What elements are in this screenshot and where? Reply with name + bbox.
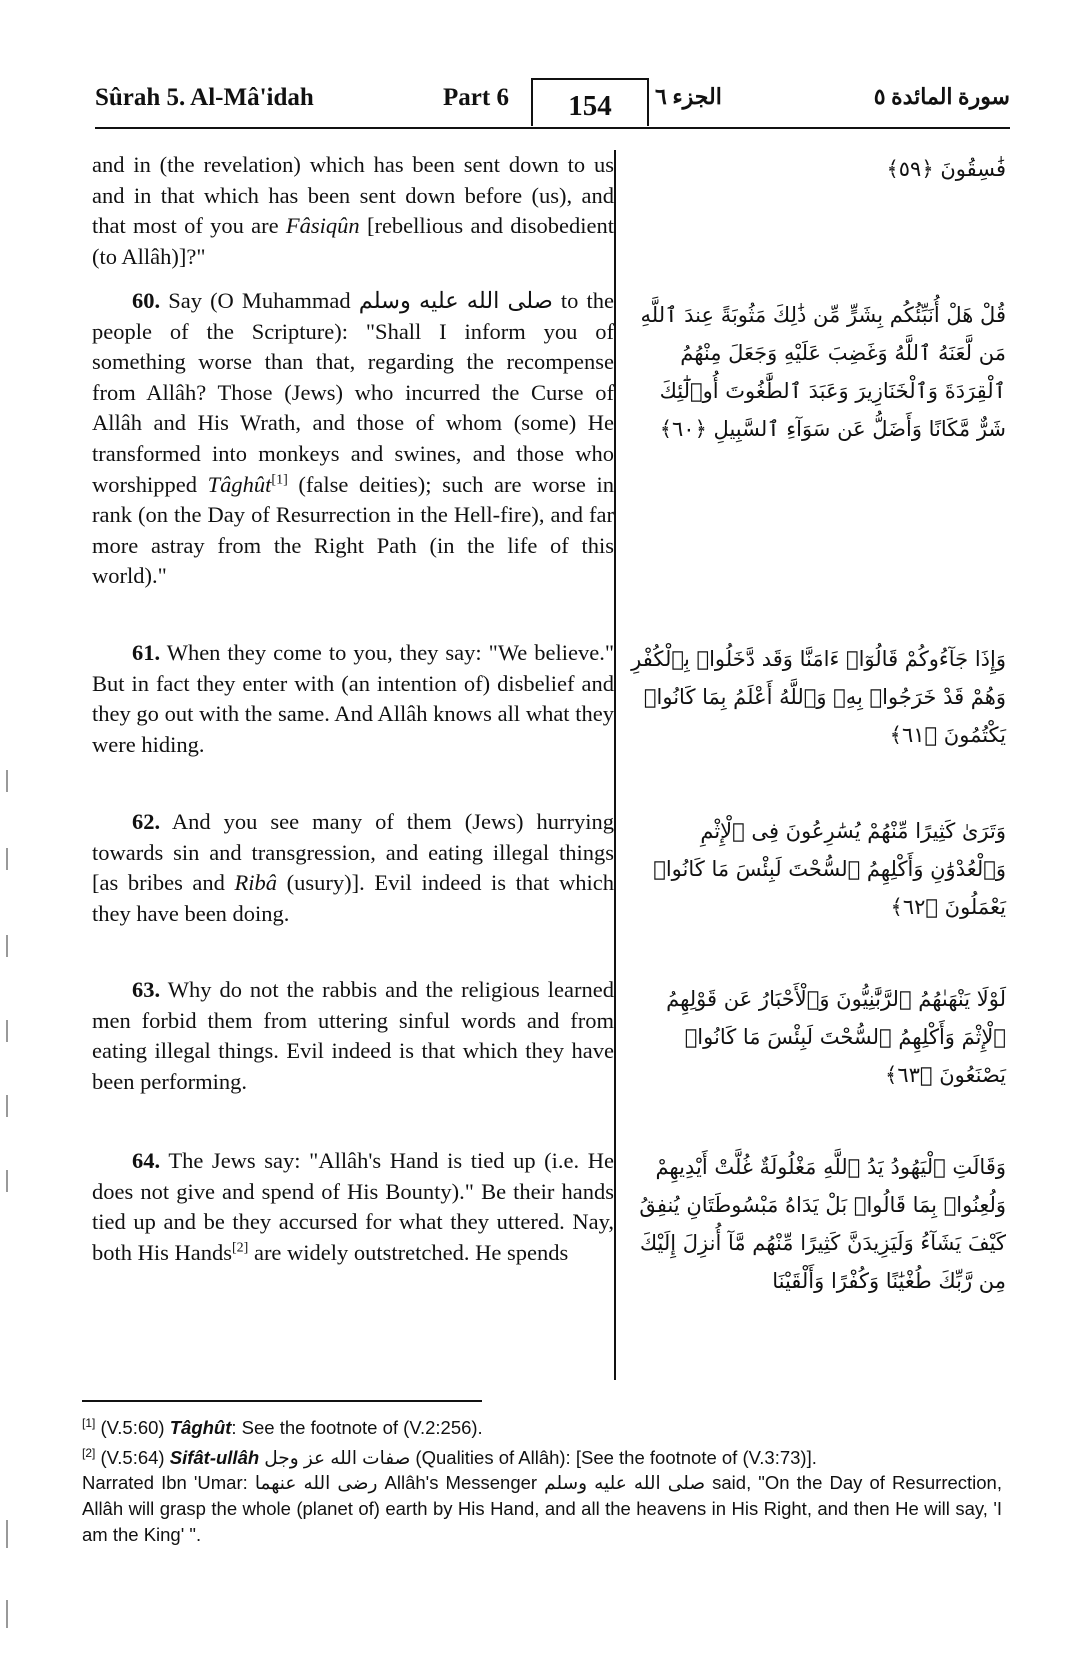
scan-edge-mark bbox=[6, 1170, 8, 1192]
verse-60-ar: قُلْ هَلْ أُنَبِّئُكُم بِشَرٍّ مِّن ذَٰلِكَ مَثُوبَةً عِندَ ٱللَّهِ مَن لَّعَنَهُ ٱللَّهُ وَغَضِبَ عَلَيْهِ وَجَعَلَ مِنْهُمُ ٱلْقِرَدَةَ وَٱلْخَنَازِيرَ وَعَبَدَ ٱلطَّٰغُوتَ أُو۟لَٰٓئِكَ شَرٌّ مَّكَانًا وَأَضَلُّ عَن سَوَآءِ ٱلسَّبِيلِ ﴿٦٠﴾ bbox=[640, 303, 1006, 441]
verse-64-en: 64. The Jews say: "Allâh's Hand is tied up (i.e. He does not give and spend of His Bounty)." Be their hands tied up and be they accursed for what they uttered. Nay, both His Hands[2] are widely outstretched. He spends bbox=[92, 1148, 615, 1265]
verse-number: 64. bbox=[132, 1148, 161, 1173]
surah-title-en: Sûrah 5. Al-Mâ'idah bbox=[95, 84, 314, 111]
footnote-rule bbox=[82, 1400, 482, 1402]
verse-number: 60. bbox=[132, 288, 161, 313]
verse-60-en: 60. Say (O Muhammad صلى الله عليه وسلم to the people of the Scripture): "Shall I inform you of something worse than that, regarding the recompense from Allâh? Those (Jews) who incurred the Curse of Allâh and His Wrath, and those of whom (some) He transformed into monkeys and swines, and those who worshipped Tâghût[1] (false deities); such are worse in rank (on the Day of Resurrection in the Hell-fire), and far more astray from the Right Path (in the life of this world)." bbox=[92, 288, 614, 589]
footnote-narration: Narrated Ibn 'Umar: رضى الله عنهما Allâh's Messenger صلى الله عليه وسلم said, "On the Day of Resurrection, Allâh will grasp the whole (planet of) earth by His Hand, and all the heavens in His Right, and then He will say, 'I am the King' ". bbox=[82, 1472, 1002, 1545]
scan-edge-mark bbox=[6, 935, 8, 957]
header-rule bbox=[95, 127, 1010, 129]
verse-number: 63. bbox=[132, 977, 161, 1002]
verse-number: 61. bbox=[132, 640, 161, 665]
verse-number: 62. bbox=[132, 809, 161, 834]
juz-label-ar: الجزء ٦ bbox=[655, 84, 722, 109]
column-divider bbox=[614, 150, 616, 1380]
footnote-2: [2] (V.5:64) Sifât-ullâh صفات الله عز وجل (Qualities of Allâh): [See the footnote of (V.3:73)]. bbox=[82, 1446, 817, 1469]
scan-edge-mark bbox=[6, 1520, 8, 1548]
verse-63-ar: لَوْلَا يَنْهَىٰهُمُ ٱلرَّبَّٰنِيُّونَ وَٱلْأَحْبَارُ عَن قَوْلِهِمُ ٱلْإِثْمَ وَأَكْلِهِمُ ٱلسُّحْتَ لَبِئْسَ مَا كَانُوا۟ يَصْنَعُونَ ﴿٦٣﴾ bbox=[666, 987, 1006, 1087]
footnote-ref-2: [2] bbox=[232, 1240, 249, 1256]
page-header bbox=[95, 78, 1010, 128]
verse-61-en: 61. When they come to you, they say: "We believe." But in fact they enter with (an intention of) disbelief and they go out with the same. And Allâh knows all what they were hiding. bbox=[92, 640, 614, 757]
verse-62-ar: وَتَرَىٰ كَثِيرًا مِّنْهُمْ يُسَٰرِعُونَ فِى ٱلْإِثْمِ وَٱلْعُدْوَٰنِ وَأَكْلِهِمُ ٱلسُّحْتَ لَبِئْسَ مَا كَانُوا۟ يَعْمَلُونَ ﴿٦٢﴾ bbox=[653, 819, 1006, 919]
verse-59-ar: فَٰسِقُونَ ﴿٥٩﴾ bbox=[886, 157, 1006, 181]
surah-title-ar: سورة المائدة ٥ bbox=[873, 84, 1010, 109]
verse-61-ar: وَإِذَا جَآءُوكُمْ قَالُوٓا۟ ءَامَنَّا وَقَد دَّخَلُوا۟ بِٱلْكُفْرِ وَهُمْ قَدْ خَرَجُوا۟ بِهِۦ وَٱللَّهُ أَعْلَمُ بِمَا كَانُوا۟ يَكْتُمُونَ ﴿٦١﴾ bbox=[631, 647, 1006, 747]
scan-edge-mark bbox=[6, 770, 8, 792]
verse-59-en: and in (the revelation) which has been sent down to us and in that which has been sent down before (us), and that most of you are Fâsiqûn [rebellious and disobedient (to Allâh)]?" bbox=[92, 152, 614, 269]
scan-edge-mark bbox=[6, 1020, 8, 1042]
verse-63-en: 63. Why do not the rabbis and the religious learned men forbid them from uttering sinful words and from eating illegal things. Evil indeed is that which they have been performing. bbox=[92, 977, 615, 1094]
page-number: 154 bbox=[531, 78, 649, 126]
footnote-ref-1: [1] bbox=[271, 472, 288, 488]
part-label-en: Part 6 bbox=[443, 84, 509, 111]
scan-edge-mark bbox=[6, 1600, 8, 1628]
footnote-1: [1] (V.5:60) Tâghût: See the footnote of (V.2:256). bbox=[82, 1416, 483, 1439]
scan-edge-mark bbox=[6, 848, 8, 870]
scan-edge-mark bbox=[6, 1095, 8, 1117]
verse-64-ar: وَقَالَتِ ٱلْيَهُودُ يَدُ ٱللَّهِ مَغْلُولَةٌ غُلَّتْ أَيْدِيهِمْ وَلُعِنُوا۟ بِمَا قَالُوا۟ بَلْ يَدَاهُ مَبْسُوطَتَانِ يُنفِقُ كَيْفَ يَشَآءُ وَلَيَزِيدَنَّ كَثِيرًا مِّنْهُم مَّآ أُنزِلَ إِلَيْكَ مِن رَّبِّكَ طُغْيَٰنًا وَكُفْرًا وَأَلْقَيْنَا bbox=[639, 1155, 1006, 1293]
verse-62-en: 62. And you see many of them (Jews) hurrying towards sin and transgression, and eating illegal things [as bribes and Ribâ (usury)]. Evil indeed is that which they have been doing. bbox=[92, 809, 615, 926]
